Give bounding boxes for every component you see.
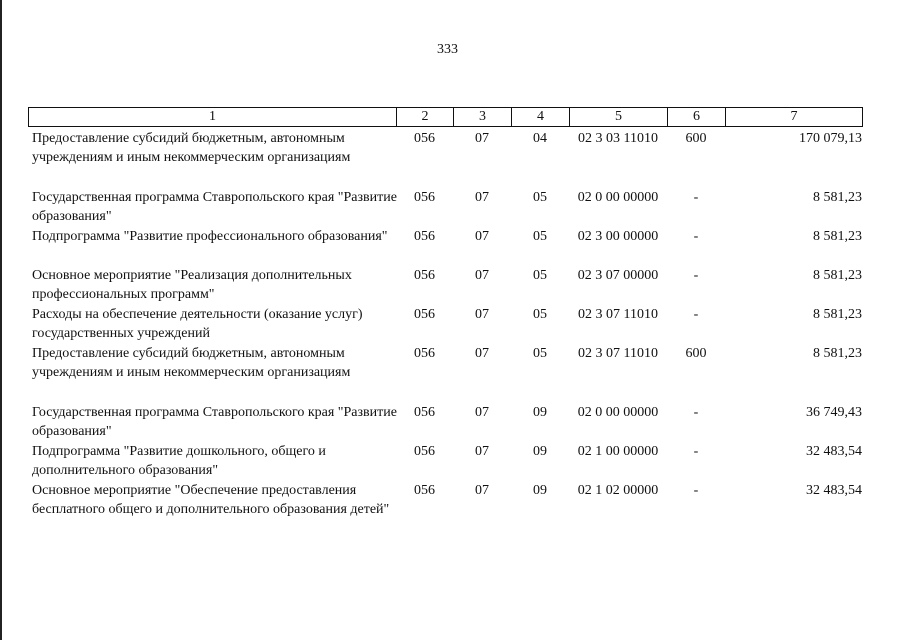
row-code-section: 07 xyxy=(475,131,489,146)
row-name: Подпрограмма "Развитие дошкольного, общего и дополнительного образования" xyxy=(32,444,326,478)
row-code-target: 02 0 00 00000 xyxy=(577,405,659,420)
header-cell: 3 xyxy=(454,108,512,127)
row-code-ministry: 056 xyxy=(414,190,435,205)
row-code-section: 07 xyxy=(475,444,489,459)
row-code-section: 07 xyxy=(475,346,489,361)
header-cell: 1 xyxy=(29,108,397,127)
row-code-section: 07 xyxy=(475,405,489,420)
row-code-target: 02 1 02 00000 xyxy=(577,483,659,498)
row-name: Подпрограмма "Развитие профессионального образования" xyxy=(32,229,388,244)
row-code-target: 02 3 03 11010 xyxy=(578,131,658,146)
row-name: Государственная программа Ставропольского края "Развитие образования" xyxy=(32,190,397,224)
row-code-subsection: 05 xyxy=(533,346,547,361)
row-amount: 8 581,23 xyxy=(813,268,862,283)
header-row xyxy=(29,108,863,127)
row-code-expense-type: - xyxy=(693,229,699,244)
row-code-target: 02 1 00 00000 xyxy=(577,444,659,459)
row-code-ministry: 056 xyxy=(414,307,435,322)
header-cell: 6 xyxy=(668,108,726,127)
row-code-section: 07 xyxy=(475,190,489,205)
row-code-subsection: 05 xyxy=(533,268,547,283)
header-cell: 5 xyxy=(570,108,668,127)
row-code-expense-type: 600 xyxy=(685,346,707,361)
row-code-expense-type: - xyxy=(693,190,699,205)
row-name: Расходы на обеспечение деятельности (оказание услуг) государственных учреждений xyxy=(32,307,363,341)
row-amount: 8 581,23 xyxy=(813,190,862,205)
row-code-ministry: 056 xyxy=(414,229,435,244)
row-name: Государственная программа Ставропольского края "Развитие образования" xyxy=(32,405,397,439)
row-code-section: 07 xyxy=(475,229,489,244)
row-code-expense-type: 600 xyxy=(685,131,707,146)
row-code-target: 02 3 07 11010 xyxy=(578,346,658,361)
row-code-ministry: 056 xyxy=(414,405,435,420)
row-code-subsection: 05 xyxy=(533,229,547,244)
row-name: Предоставление субсидий бюджетным, автономным учреждениям и иным некоммерческим организациям xyxy=(32,346,351,380)
row-amount: 8 581,23 xyxy=(813,346,862,361)
row-amount: 8 581,23 xyxy=(813,229,862,244)
row-code-target: 02 0 00 00000 xyxy=(577,190,659,205)
row-code-ministry: 056 xyxy=(414,131,435,146)
row-code-ministry: 056 xyxy=(414,483,435,498)
header-cell: 2 xyxy=(397,108,454,127)
page-number: 333 xyxy=(437,42,458,57)
row-code-expense-type: - xyxy=(693,444,699,459)
row-code-expense-type: - xyxy=(693,268,699,283)
row-code-subsection: 09 xyxy=(533,444,547,459)
row-code-section: 07 xyxy=(475,483,489,498)
page-left-edge xyxy=(0,0,2,640)
table-header xyxy=(28,107,863,127)
row-code-target: 02 3 07 11010 xyxy=(578,307,658,322)
row-code-ministry: 056 xyxy=(414,268,435,283)
row-code-subsection: 09 xyxy=(533,483,547,498)
row-name: Основное мероприятие "Реализация дополнительных профессиональных программ" xyxy=(32,268,352,302)
header-cell: 4 xyxy=(512,108,570,127)
row-code-target: 02 3 07 00000 xyxy=(577,268,659,283)
row-amount: 8 581,23 xyxy=(813,307,862,322)
row-amount: 170 079,13 xyxy=(799,131,862,146)
header-cell: 7 xyxy=(726,108,863,127)
row-code-ministry: 056 xyxy=(414,346,435,361)
row-code-expense-type: - xyxy=(693,405,699,420)
row-amount: 32 483,54 xyxy=(806,444,862,459)
row-amount: 36 749,43 xyxy=(806,405,862,420)
row-code-subsection: 04 xyxy=(533,131,547,146)
row-code-section: 07 xyxy=(475,268,489,283)
row-code-subsection: 05 xyxy=(533,190,547,205)
row-amount: 32 483,54 xyxy=(806,483,862,498)
row-code-subsection: 09 xyxy=(533,405,547,420)
row-name: Предоставление субсидий бюджетным, автономным учреждениям и иным некоммерческим организациям xyxy=(32,131,351,165)
row-code-target: 02 3 00 00000 xyxy=(577,229,659,244)
row-code-expense-type: - xyxy=(693,483,699,498)
row-code-expense-type: - xyxy=(693,307,699,322)
row-name: Основное мероприятие "Обеспечение предоставления бесплатного общего и дополнительного образования детей" xyxy=(32,483,390,517)
row-code-section: 07 xyxy=(475,307,489,322)
row-code-ministry: 056 xyxy=(414,444,435,459)
row-code-subsection: 05 xyxy=(533,307,547,322)
